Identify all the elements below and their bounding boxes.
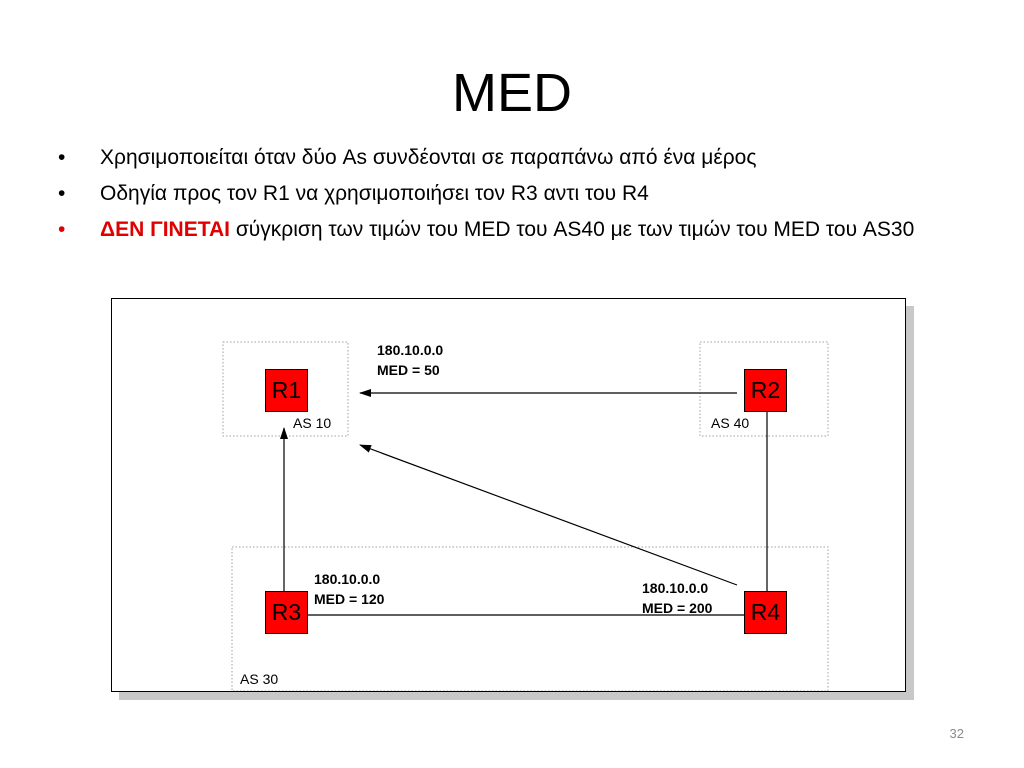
bullet-item <box>58 142 958 173</box>
as30-label: AS 30 <box>240 671 279 687</box>
router-r2: R2 <box>744 369 787 412</box>
bullet-dot-icon: • <box>58 182 66 205</box>
bullet-item <box>58 214 958 245</box>
announcement-r2 <box>377 340 443 380</box>
announcement-r3 <box>314 569 384 609</box>
med-value: MED = 120 <box>314 591 385 607</box>
bullet-text: σύγκριση των τιμών του MED του AS40 με των τιμών του MED του AS30 <box>230 218 915 241</box>
slide-title: MED <box>452 63 572 123</box>
router-r3: R3 <box>265 591 308 634</box>
as40-label: AS 40 <box>711 415 750 431</box>
prefix-text: 180.10.0.0 <box>642 580 709 596</box>
router-r4: R4 <box>744 591 787 634</box>
router-r1: R1 <box>265 369 308 412</box>
as10-label: AS 10 <box>293 415 332 431</box>
bullet-dot-icon: • <box>58 146 66 169</box>
bullet-dot-icon: • <box>58 218 66 241</box>
bullet-item <box>58 178 958 209</box>
prefix-text: 180.10.0.0 <box>314 571 381 587</box>
bullet-list <box>58 142 958 250</box>
link-r4-r1-arrow <box>360 445 737 585</box>
announcement-r4 <box>642 578 712 618</box>
bullet-text: Οδηγία προς τον R1 να χρησιμοποιήσει τον R3 αντι του R4 <box>100 182 649 205</box>
med-value: MED = 50 <box>377 362 440 378</box>
bullet-highlight: ΔΕΝ ΓΙΝΕΤΑΙ <box>100 218 230 241</box>
diagram-canvas <box>111 298 906 692</box>
page-number: 32 <box>949 726 964 741</box>
med-value: MED = 200 <box>642 600 713 616</box>
bullet-text: Χρησιμοποιείται όταν δύο As συνδέονται σε παραπάνω από ένα μέρος <box>100 146 757 169</box>
prefix-text: 180.10.0.0 <box>377 342 444 358</box>
